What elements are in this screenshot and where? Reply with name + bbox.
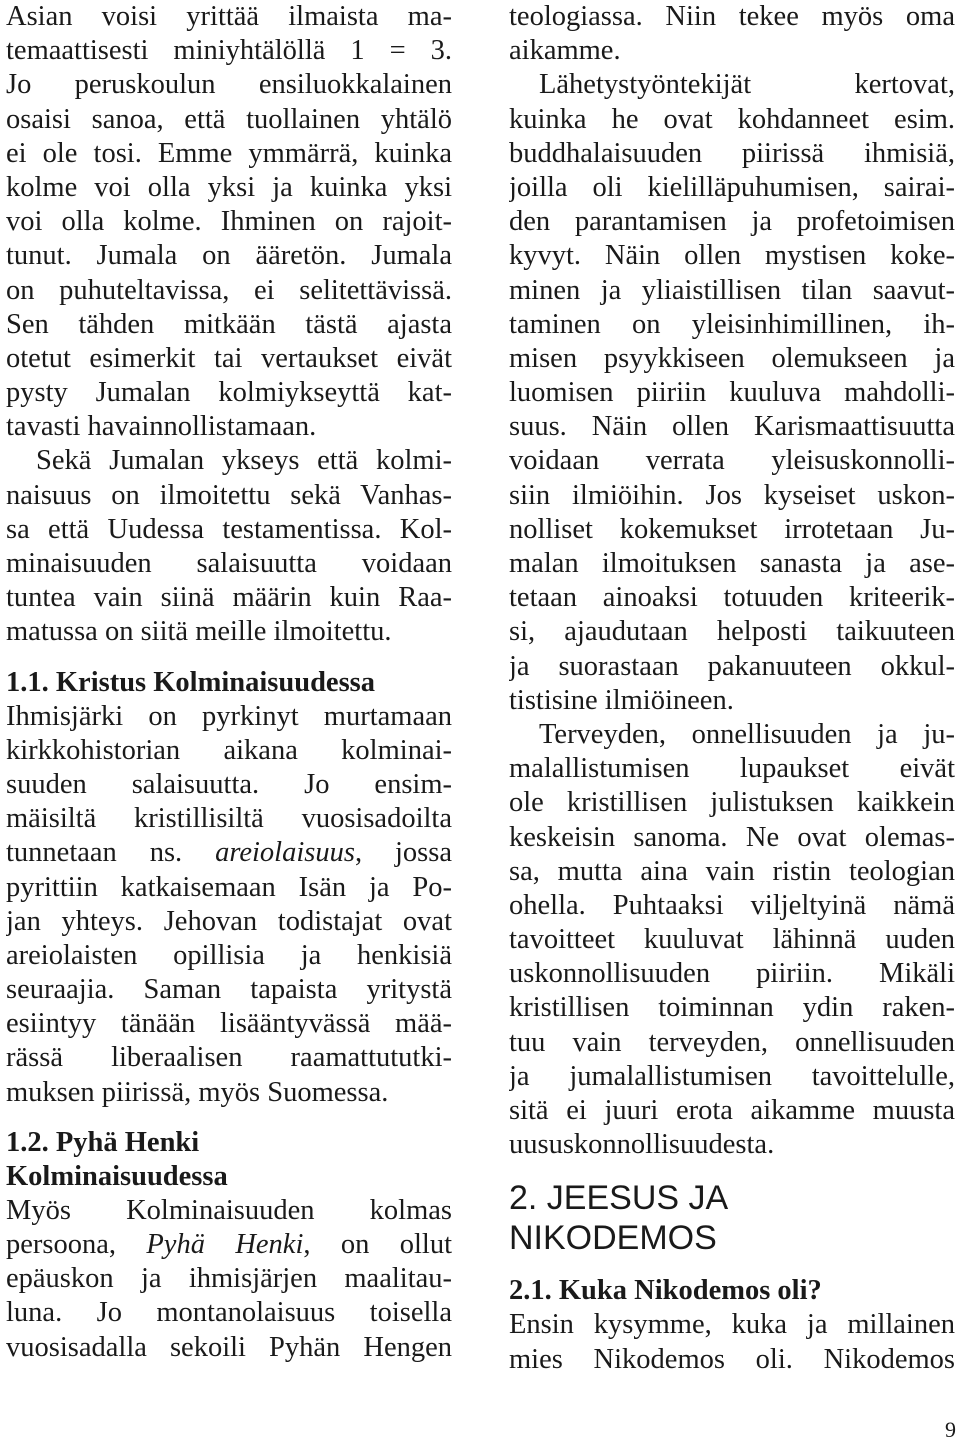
paragraph [6,1194,452,1365]
text-line: Sekä Jumalan ykseys että kolmi- [36,445,452,477]
text-line: Asian voisi yrittää ilmaista ma- [6,1,452,32]
text-line: osaisi sanoa, että tuollainen yhtälö [6,103,452,135]
text-line: joilla oli kielilläpuhumisen, sairai- [509,171,955,203]
text-segment: , on ollut [303,1229,452,1260]
right-column [509,0,955,1377]
chapter-heading: 2. JEESUS JA [509,1179,729,1218]
text-line: siin ilmiöihin. Jos kyseiset uskon- [509,479,955,511]
text-line: epäuskon ja ihmisjärjen maalitau- [6,1263,452,1295]
text-line: ja jumalallistumisen tavoittelulle, [509,1060,955,1092]
text-line: muksen piirissä, myös Suomessa. [6,1076,389,1108]
page-number: 9 [945,1417,956,1442]
italic-term: Pyhä Henki [146,1229,304,1260]
text-segment: , jossa [354,837,452,869]
text-segment: tunnetaan ns. [6,837,216,869]
text-line: nolliset kokemukset irrotetaan Ju- [509,513,955,545]
spacer [509,1258,955,1274]
text-line: tetaan ainoaksi totuuden kriteerik- [509,582,955,614]
text-line: ole kristillisen julistuksen kaikkein [509,787,955,819]
text-line: sitä ei juuri erota aikamme muusta [509,1095,955,1126]
text-line: ohella. Puhtaaksi viljeltyinä nämä [509,889,955,921]
spacer [509,1162,955,1178]
text-line: kirkkohistorian aikana kolminai- [6,734,452,766]
paragraph [509,68,955,718]
text-line: sa että Uudessa testamentissa. Kol- [6,513,452,545]
text-line: Jo peruskoulun ensiluokkalainen [6,69,452,101]
text-line: otetut esimerkit tai vertaukset eivät [6,342,452,374]
text-line: ja suorastaan pakanuuteen okkul- [509,650,955,682]
text-line: teologiassa. Niin tekee myös oma [509,1,955,32]
text-line: taminen on yleisinhimillinen, ih- [509,308,955,340]
text-line: aikamme. [509,35,621,67]
text-line: luna. Jo montanolaisuus toisella [6,1297,452,1329]
text-line: areiolaisten opillisia ja henkisiä [6,939,452,971]
text-line: Lähetystyöntekijät kertovat, [539,69,955,101]
text-line: tunut. Jumala on ääretön. Jumala [6,240,452,272]
text-line: voidaan verrata yleisuskonnolli- [509,445,955,477]
paragraph [509,0,955,68]
text-line: pysty Jumalan kolmiykseyttä kat- [6,377,452,409]
text-line: luomisen piiriin kuuluva mahdolli- [509,377,955,409]
text-line: pyrittiin katkaisemaan Isän ja Po- [6,871,452,903]
text-line: suus. Näin ollen Karismaattisuutta [509,411,955,443]
text-line: kristillisen toiminnan ydin raken- [509,992,955,1024]
text-line: den parantamisen ja profetoimisen [509,206,955,238]
text-line [6,1228,452,1262]
section-heading-1-2-cont: Kolminaisuudessa [6,1160,228,1192]
paragraph [6,444,452,649]
paragraph [6,700,452,1110]
text-line: voi olla kolme. Ihminen on rajoit- [6,206,452,238]
text-line: buddhalaisuuden piirissä ihmisiä, [509,137,955,169]
section-heading-1-1: 1.1. Kristus Kolminaisuudessa [6,666,375,698]
text-line: Myös Kolminaisuuden kolmas [6,1194,452,1226]
text-line: tistisine ilmiöineen. [509,684,734,716]
text-line: tavoitteet kuuluvat lähinnä uuden [509,924,955,956]
text-line: temaattisesti miniyhtälöllä 1 = 3. [6,35,452,67]
text-line: malallistumisen lupaukset eivät [509,753,955,785]
text-line: Ensin kysymme, kuka ja millainen [509,1309,955,1341]
paragraph [509,718,955,1162]
chapter-heading-cont: NIKODEMOS [509,1219,717,1258]
section-heading-1-2: 1.2. Pyhä Henki [6,1126,200,1158]
paragraph [509,1308,955,1376]
spacer [6,650,452,666]
text-line: rässä liberaalisen raamattututki- [6,1042,452,1074]
italic-term: areiolaisuus [215,837,355,869]
text-line: seuraajia. Saman tapaista yritystä [6,974,452,1006]
text-line: kolme voi olla yksi ja kuinka yksi [6,171,452,203]
text-line: kyvyt. Näin ollen mystisen koke- [509,240,955,272]
text-line: naisuus on ilmoitettu sekä Vanhas- [6,479,452,511]
text-segment: persoona, [6,1229,147,1260]
text-line: malan ilmoituksen sanasta ja ase- [509,548,955,579]
text-line: misen psyykkiseen olemukseen ja [509,342,955,374]
text-line: mäisiltä kristillisiltä vuosisadoilta [6,803,452,835]
text-line: minaisuuden salaisuutta voidaan [6,548,452,579]
text-line: on puhuteltavissa, ei selitettävissä. [6,274,452,306]
paragraph [6,0,452,444]
text-line: suuden salaisuutta. Jo ensim- [6,768,452,800]
text-line: esiintyy tänään lisääntyvässä mää- [6,1008,452,1040]
text-line [6,836,452,870]
text-line: mies Nikodemos oli. Nikodemos [509,1343,955,1375]
text-line: vuosisadalla sekoili Pyhän Hengen [6,1331,452,1363]
text-line: kuinka he ovat kohdanneet esim. [509,103,955,135]
text-line: keskeisin sanoma. Ne ovat olemas- [509,821,955,853]
text-line: uususkonnollisuudesta. [509,1129,775,1161]
text-line: Terveyden, onnellisuuden ja ju- [539,718,955,750]
text-line: uskonnollisuuden piiriin. Mikäli [509,958,955,990]
section-heading-2-1: 2.1. Kuka Nikodemos oli? [509,1275,822,1307]
text-line: tuntea vain siinä määrin kuin Raa- [6,582,452,614]
text-line: ei ole tosi. Emme ymmärrä, kuinka [6,137,452,169]
left-column [6,0,452,1365]
text-line: Sen tähden mitkään tästä ajasta [6,308,452,340]
text-line: tavasti havainnollistamaan. [6,411,317,443]
spacer [6,1110,452,1126]
text-line: minen ja yliaistillisen tilan saavut- [509,274,955,306]
text-line: matussa on siitä meille ilmoitettu. [6,616,392,648]
text-line: sa, mutta aina vain ristin teologian [509,855,955,887]
text-line: jan yhteys. Jehovan todistajat ovat [6,905,452,937]
text-line: tuu vain terveyden, onnellisuuden [509,1026,955,1058]
text-line: Ihmisjärki on pyrkinyt murtamaan [6,700,452,732]
text-line: si, ajaudutaan helposti taikuuteen [509,616,955,648]
